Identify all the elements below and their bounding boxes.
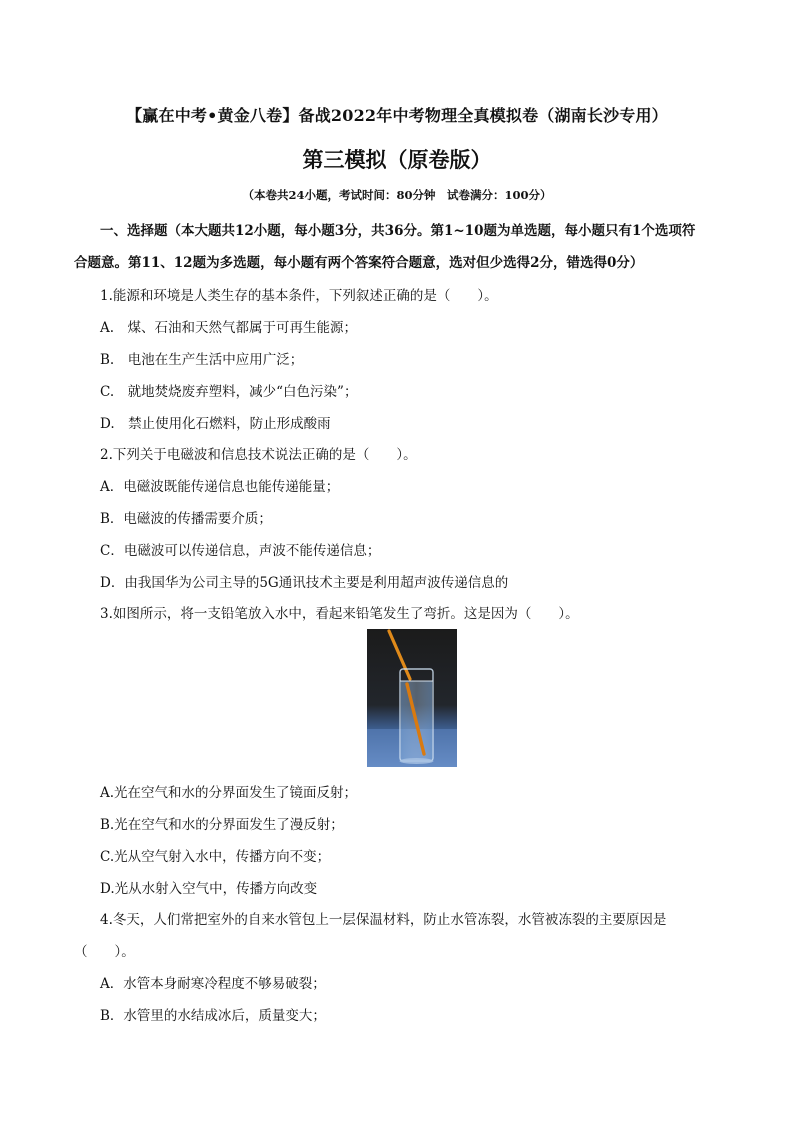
question-4-stem-line-1: 4.冬天，人们常把室外的自来水管包上一层保温材料，防止水管冻裂，水管被冻裂的主要原因是 bbox=[100, 912, 667, 928]
question-1-option-d: D. 禁止使用化石燃料，防止形成酸雨 bbox=[100, 416, 331, 432]
question-2-option-b: B．电磁波的传播需要介质； bbox=[100, 511, 272, 527]
question-4-option-b: B．水管里的水结成冰后，质量变大； bbox=[100, 1008, 326, 1024]
question-1-option-a: A. 煤、石油和天然气都属于可再生能源； bbox=[100, 320, 358, 336]
question-2-option-a: A．电磁波既能传递信息也能传递能量； bbox=[100, 479, 340, 495]
question-3-option-a: A.光在空气和水的分界面发生了镜面反射； bbox=[100, 785, 358, 801]
exam-title: 【赢在中考•黄金八卷】备战2022年中考物理全真模拟卷（湖南长沙专用） bbox=[126, 106, 668, 125]
question-3-option-b: B.光在空气和水的分界面发生了漫反射； bbox=[100, 817, 344, 833]
question-3-option-d: D.光从水射入空气中，传播方向改变 bbox=[100, 881, 318, 897]
question-4-stem-line-2: （ ）。 bbox=[74, 944, 135, 960]
question-4-option-a: A．水管本身耐寒冷程度不够易破裂； bbox=[100, 976, 326, 992]
pencil-in-water-figure bbox=[367, 629, 457, 767]
question-2-stem: 2.下列关于电磁波和信息技术说法正确的是（ ）。 bbox=[100, 447, 417, 463]
question-1-option-c: C. 就地焚烧废弃塑料，减少“白色污染”； bbox=[100, 384, 358, 400]
question-2-option-d: D．由我国华为公司主导的5G通讯技术主要是利用超声波传递信息的 bbox=[100, 575, 509, 591]
exam-note: （本卷共24小题，考试时间：80分钟 试卷满分：100分） bbox=[242, 188, 552, 202]
question-3-stem: 3.如图所示，将一支铅笔放入水中，看起来铅笔发生了弯折。这是因为（ ）。 bbox=[100, 606, 579, 622]
question-2-option-c: C．电磁波可以传递信息，声波不能传递信息； bbox=[100, 543, 381, 559]
question-3-option-c: C.光从空气射入水中，传播方向不变； bbox=[100, 849, 331, 865]
section-heading-line-2: 合题意。第11、12题为多选题，每小题有两个答案符合题意，选对但少选得2分，错选得0分） bbox=[74, 255, 644, 271]
section-heading-line-1: 一、选择题（本大题共12小题，每小题3分，共36分。第1~10题为单选题，每小题只有1个选项符 bbox=[100, 223, 696, 239]
question-1-stem: 1.能源和环境是人类生存的基本条件，下列叙述正确的是（ ）。 bbox=[100, 288, 498, 304]
question-1-option-b: B. 电池在生产生活中应用广泛； bbox=[100, 352, 304, 368]
exam-subtitle: 第三模拟（原卷版） bbox=[302, 147, 492, 172]
